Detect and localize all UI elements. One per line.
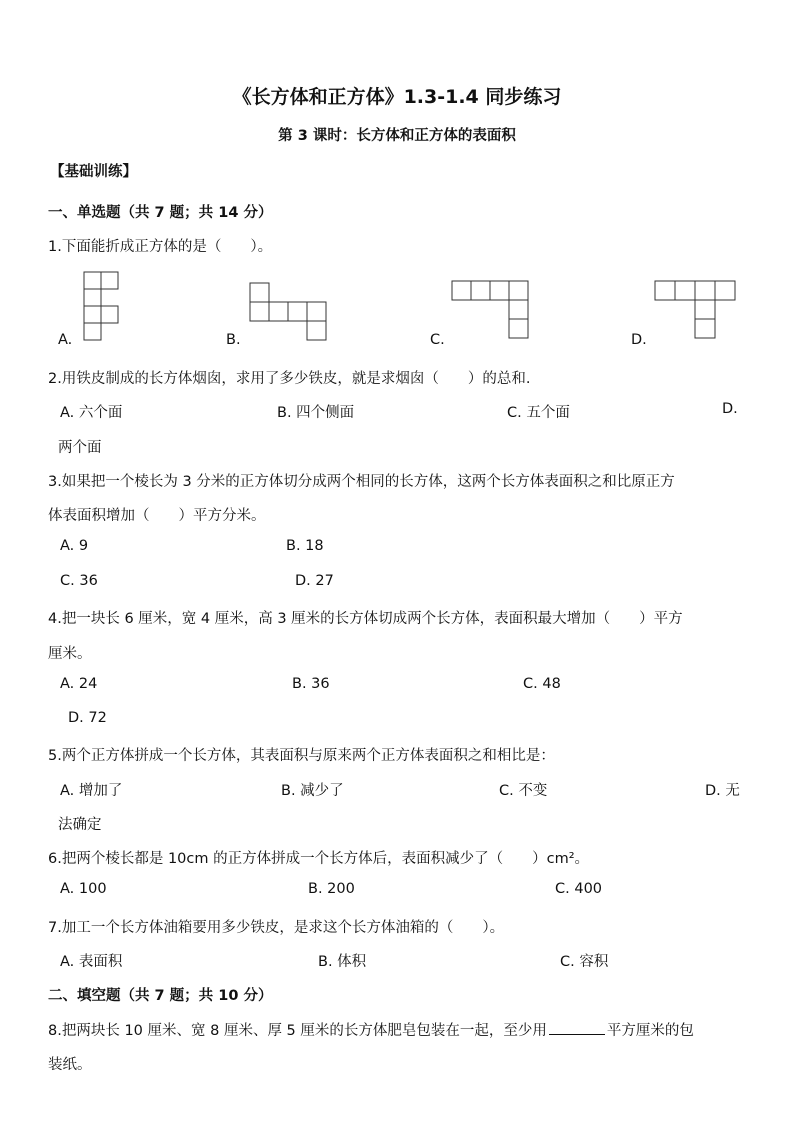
q3-option-d[interactable]: D. 27 (295, 573, 334, 589)
q6-option-c[interactable]: C. 400 (555, 881, 603, 897)
q3-stem-line2: 体表面积增加（ ）平方分米。 (48, 508, 266, 524)
q7-option-c[interactable]: C. 容积 (560, 954, 609, 970)
q3-option-c[interactable]: C. 36 (60, 573, 98, 589)
q2-option-a[interactable]: A. 六个面 (60, 405, 123, 421)
q7-option-a[interactable]: A. 表面积 (60, 954, 123, 970)
q8-stem-line1 (48, 1019, 694, 1040)
q4-option-a[interactable]: A. 24 (60, 676, 98, 692)
q4-option-d[interactable]: D. 72 (68, 710, 107, 726)
q7-stem: 7.加工一个长方体油箱要用多少铁皮，是求这个长方体油箱的（ ）。 (48, 920, 505, 936)
q5-option-b[interactable]: B. 减少了 (281, 783, 344, 799)
q1-option-a[interactable]: A. (58, 332, 73, 348)
q5-stem: 5.两个正方体拼成一个长方体，其表面积与原来两个正方体表面积之和相比是： (48, 748, 555, 764)
q2-stem: 2.用铁皮制成的长方体烟囱，求用了多少铁皮，就是求烟囱（ ）的总和. (48, 371, 531, 387)
q2-option-d-continued: 两个面 (58, 440, 102, 456)
q3-option-b[interactable]: B. 18 (286, 538, 324, 554)
q2-option-b[interactable]: B. 四个侧面 (277, 405, 355, 421)
q8-stem-line2: 装纸。 (48, 1057, 92, 1073)
part2-heading: 二、填空题（共 7 题；共 10 分） (48, 988, 273, 1004)
section-label: 【基础训练】 (50, 164, 137, 180)
q1-net-b (250, 283, 330, 343)
q1-net-c (452, 281, 534, 343)
q2-option-d[interactable]: D. (722, 401, 738, 417)
q4-option-b[interactable]: B. 36 (292, 676, 330, 692)
part1-heading: 一、单选题（共 7 题；共 14 分） (48, 205, 273, 221)
q5-option-d-continued: 法确定 (58, 817, 102, 833)
q1-stem: 1.下面能折成正方体的是（ ）。 (48, 239, 273, 255)
q7-option-b[interactable]: B. 体积 (318, 954, 367, 970)
q2-option-c[interactable]: C. 五个面 (507, 405, 570, 421)
q5-option-c[interactable]: C. 不变 (499, 783, 548, 799)
page-title: 《长方体和正方体》1.3-1.4 同步练习 (232, 86, 562, 108)
q5-option-d[interactable]: D. 无 (705, 783, 740, 799)
q3-stem-line1: 3.如果把一个棱长为 3 分米的正方体切分成两个相同的长方体，这两个长方体表面积之和比原正方 (48, 474, 675, 490)
page-subtitle: 第 3 课时：长方体和正方体的表面积 (278, 128, 516, 144)
q1-net-d (655, 281, 737, 343)
q8-stem-part1: 8.把两块长 10 厘米、宽 8 厘米、厚 5 厘米的长方体肥皂包装在一起，至少用 (48, 1023, 547, 1039)
q1-option-d[interactable]: D. (631, 332, 647, 348)
q3-option-a[interactable]: A. 9 (60, 538, 89, 554)
q5-option-a[interactable]: A. 增加了 (60, 783, 123, 799)
q6-stem: 6.把两个棱长都是 10cm 的正方体拼成一个长方体后，表面积减少了（ ）cm²。 (48, 851, 590, 867)
q4-option-c[interactable]: C. 48 (523, 676, 561, 692)
q4-stem-line1: 4.把一块长 6 厘米，宽 4 厘米，高 3 厘米的长方体切成两个长方体，表面积最大增加（ ）平方 (48, 611, 683, 627)
q8-answer-blank[interactable] (549, 1022, 605, 1035)
q6-option-b[interactable]: B. 200 (308, 881, 355, 897)
q8-stem-part2: 平方厘米的包 (606, 1023, 694, 1039)
q1-option-c[interactable]: C. (430, 332, 445, 348)
q4-stem-line2: 厘米。 (48, 646, 92, 662)
q1-option-b[interactable]: B. (226, 332, 241, 348)
q6-option-a[interactable]: A. 100 (60, 881, 107, 897)
q1-net-a (84, 272, 120, 342)
